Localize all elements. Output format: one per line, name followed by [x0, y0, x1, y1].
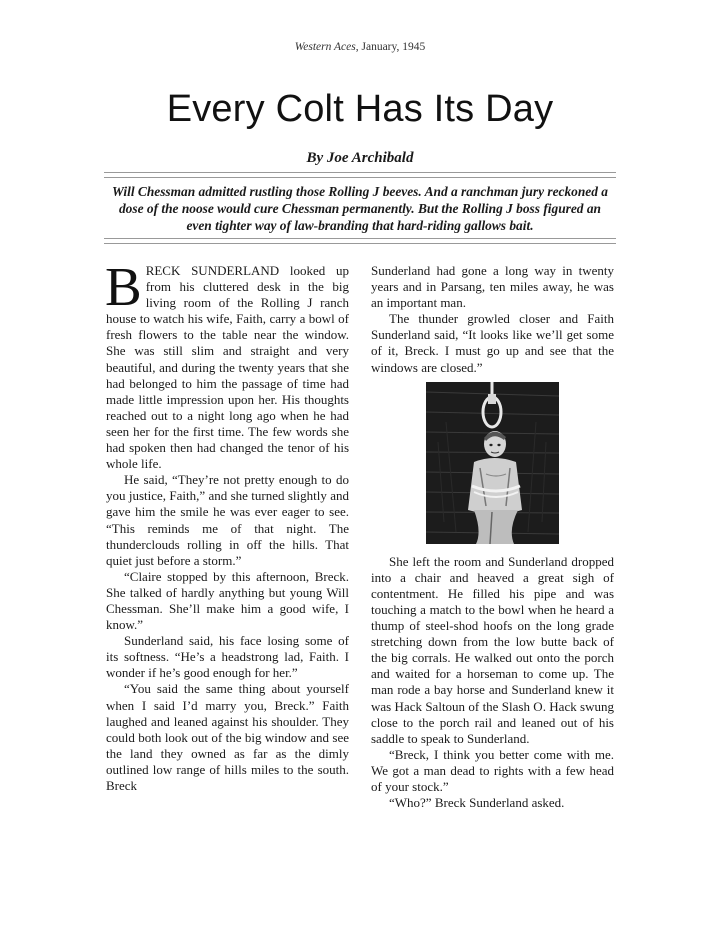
magazine-name: Western Aces: [294, 41, 356, 53]
byline: By Joe Archibald: [306, 150, 414, 166]
drop-cap: B: [105, 256, 142, 317]
paragraph: [105, 256, 349, 472]
paragraph: “Who?” Breck Sunderland asked.: [389, 795, 565, 811]
issue-date: , January, 1945: [355, 41, 426, 53]
paragraph: He said, “They’re not pretty enough to do you justice, Faith,” and she turned slightly and gave him the smile he was ever eager to see. “This reminds me of that night. The thunderclouds rolling in off the hills. That quiet just before a storm.”: [106, 472, 349, 568]
left-column: [105, 256, 349, 794]
paragraph: The thunder growled closer and Faith Sunderland said, “It looks like we’ll get some of it, Breck. I must go up and see that the windows are closed.”: [371, 311, 614, 375]
story-title: Every Colt Has Its Day: [166, 88, 554, 130]
right-column: [371, 263, 614, 811]
paragraph-text: RECK SUNDERLAND looked up from his cluttered desk in the big living room of the Rolling J ranch house to watch his wife, Faith, carry a bowl of fresh flowers to the table near the window. She was still slim and straight and very beautiful, and during the twenty years that she had belonged to him the passage of time had made little impression upon her. His thoughts reached out to a night long ago when he had seen her for the first time. The few words she had spoken then had changed the tenor of his whole life.: [106, 263, 349, 472]
paragraph: “You said the same thing about yourself when I said I’d marry you, Breck.” Faith laughed and leaned against his shoulder. They could both look out of the big window and see the land they owned as far as the dimly outlined low range of hills miles to the south. Breck: [106, 681, 349, 793]
paragraph: She left the room and Sunderland dropped into a chair and heaved a great sigh of contentment. He filled his pipe and was touching a match to the bowl when he heard a thump of steel-shod hoofs on the long grade stretching down from the low butte back of the big corrals. He walked out onto the porch and waited for a horseman to come up. The man rode a bay horse and Sunderland knew it was Hack Saltoun of the Slash O. Hack swung close to the porch rail and leaned out of his saddle to speak to Sunderland.: [371, 553, 614, 746]
story-blurb: Will Chessman admitted rustling those Rolling J beeves. And a ranchman jury reckoned a dose of the noose would cure Chessman permanently. But the Rolling J boss figured an even tighter way of law-branding that hard-riding gallows bait.: [111, 184, 608, 233]
running-header: [0, 41, 720, 53]
paragraph: “Claire stopped by this afternoon, Breck. She talked of hardly anything but young Will Chessman. She’ll make him a good wife, I know.”: [106, 568, 349, 633]
paragraph: “Breck, I think you better come with me. We got a man dead to rights with a few head of your stock.”: [371, 746, 614, 794]
divider-top: [104, 172, 616, 178]
noose-prisoner-illustration: [426, 382, 559, 544]
paragraph: Sunderland said, his face losing some of its softness. “He’s a headstrong lad, Faith. I wonder if he’s good enough for her.”: [106, 633, 349, 681]
paragraph: Sunderland had gone a long way in twenty years and in Parsang, ten miles away, he was an important man.: [371, 263, 614, 311]
divider-bottom: [104, 238, 616, 244]
